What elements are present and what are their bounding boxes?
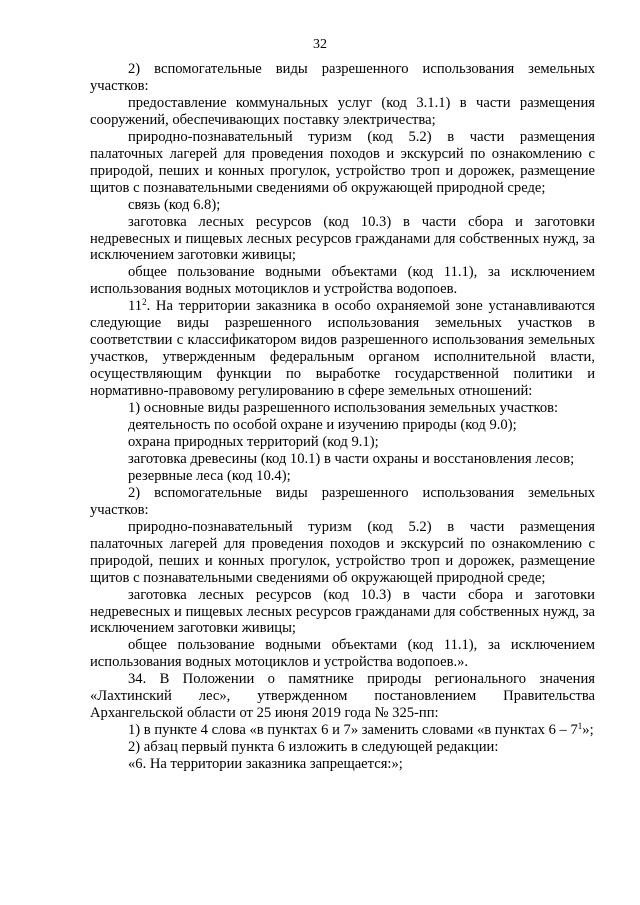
superscript: 1 bbox=[577, 721, 583, 732]
paragraph: 34. В Положении о памятнике природы регионального значения «Лахтинский лес», утвержденном постановлением Правительства Архангельской области от 25 июня 2019 года № 325-пп: bbox=[90, 671, 595, 722]
paragraph: резервные леса (код 10.4); bbox=[128, 467, 291, 484]
paragraph: общее пользование водными объектами (код 11.1), за исключением использования водных мотоциклов и устройства водопоев.». bbox=[90, 637, 595, 671]
paragraph: предоставление коммунальных услуг (код 3.1.1) в части размещения сооружений, обеспечивающих поставку электричества; bbox=[90, 94, 595, 128]
document-body bbox=[90, 61, 595, 773]
paragraph: деятельность по особой охране и изучению природы (код 9.0); bbox=[128, 417, 517, 434]
clause-number: 11 bbox=[128, 298, 143, 315]
paragraph: заготовка лесных ресурсов (код 10.3) в части сбора и заготовки недревесных и пищевых лесных ресурсов гражданами для собственных нужд, за исключением заготовки живицы; bbox=[90, 586, 595, 637]
paragraph: заготовка лесных ресурсов (код 10.3) в части сбора и заготовки недревесных и пищевых лесных ресурсов гражданами для собственных нужд, за исключением заготовки живицы; bbox=[90, 213, 595, 264]
amendment-text-end: »; bbox=[582, 722, 594, 739]
clause-text: . На территории заказника в особо охраняемой зоне устанавливаются следующие виды разрешенного использования земельных участков в соответствии с классификатором видов разрешенного использования земельных участков, утвержденным федеральным органом исполнительной власти, осуществляющим функции по выработке государственной политики и нормативно-правовому регулированию в сфере земельных отношений: bbox=[90, 298, 595, 400]
paragraph: связь (код 6.8); bbox=[128, 196, 221, 213]
paragraph: охрана природных территорий (код 9.1); bbox=[128, 433, 379, 450]
paragraph: 2) вспомогательные виды разрешенного использования земельных участков: bbox=[90, 484, 595, 518]
paragraph: общее пользование водными объектами (код 11.1), за исключением использования водных мотоциклов и устройства водопоев. bbox=[90, 264, 595, 298]
paragraph: природно-познавательный туризм (код 5.2) в части размещения палаточных лагерей для проведения походов и экскурсий по ознакомлению с природой, пеших и конных прогулок, устройство троп и дорожек, размещение щитов с познавательными сведениями об окружающей природной среде; bbox=[90, 128, 595, 196]
paragraph: заготовка древесины (код 10.1) в части охраны и восстановления лесов; bbox=[128, 450, 575, 467]
paragraph: 2) абзац первый пункта 6 изложить в следующей редакции: bbox=[128, 739, 499, 756]
paragraph: природно-познавательный туризм (код 5.2) в части размещения палаточных лагерей для проведения походов и экскурсий по ознакомлению с природой, пеших и конных прогулок, устройство троп и дорожек, размещение щитов с познавательными сведениями об окружающей природной среде; bbox=[90, 518, 595, 586]
amendment-text: 1) в пункте 4 слова «в пунктах 6 и 7» заменить словами «в пунктах 6 – 7 bbox=[128, 722, 578, 739]
paragraph-amendment-1 bbox=[90, 722, 595, 739]
page-number: 32 bbox=[313, 37, 327, 52]
superscript: 2 bbox=[142, 297, 147, 308]
paragraph-clause-11-2 bbox=[90, 298, 595, 400]
paragraph: 2) вспомогательные виды разрешенного использования земельных участков: bbox=[90, 61, 595, 94]
paragraph: 1) основные виды разрешенного использования земельных участков: bbox=[128, 400, 559, 417]
paragraph: «6. На территории заказника запрещается:»; bbox=[128, 756, 403, 773]
